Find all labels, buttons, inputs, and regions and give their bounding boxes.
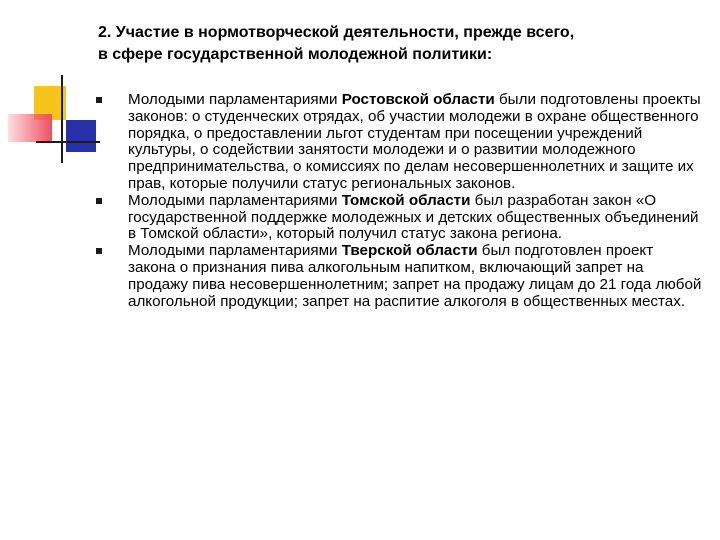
bullet-text: Молодыми парламентариями Ростовской области были подготовлены проекты законов: о студенческих отрядах, об участии молодежи в охране общественного порядка, о предоставлении льгот студентам при посещении учреждений культуры, о содействии занятости молодежи и о развитии молодежного предпринимательства, о комиссиях по делам несовершеннолетних и защите их прав, которые получили статус региональных законов. — [128, 91, 701, 192]
bullet-list — [92, 92, 704, 310]
bullet-text: Молодыми парламентариями Тверской области был подготовлен проект закона о признания пива алкогольным напитком, включающий запрет на продажу пива несовершеннолетним; запрет на продажу лицам до 21 года любой алкогольной продукции; запрет на распитие алкоголя в общественных местах. — [128, 242, 702, 310]
region-name: Тверской области — [341, 242, 478, 260]
slide-title — [98, 22, 698, 66]
decorative-vertical-line — [61, 75, 63, 163]
region-name: Томской области — [341, 191, 471, 209]
title-line-2: в сфере государственной молодежной политики: — [98, 46, 493, 63]
square-bullet-icon — [96, 248, 102, 254]
square-bullet-icon — [96, 198, 102, 204]
region-name: Ростовской области — [341, 91, 495, 108]
bullet-text: Молодыми парламентариями Томской области был разработан закон «О государственной поддержке молодежных и детских общественных объединений в Томской области», который получил статус закона региона. — [128, 191, 699, 243]
decorative-red-bar — [8, 114, 52, 142]
square-bullet-icon — [96, 97, 102, 103]
bullet-item-rostov — [92, 92, 704, 193]
title-line-1: 2. Участие в нормотворческой деятельности, прежде всего, — [98, 24, 575, 41]
decorative-horizontal-line — [36, 141, 100, 143]
bullet-item-tver — [92, 243, 704, 310]
bullet-item-tomsk — [92, 193, 704, 243]
